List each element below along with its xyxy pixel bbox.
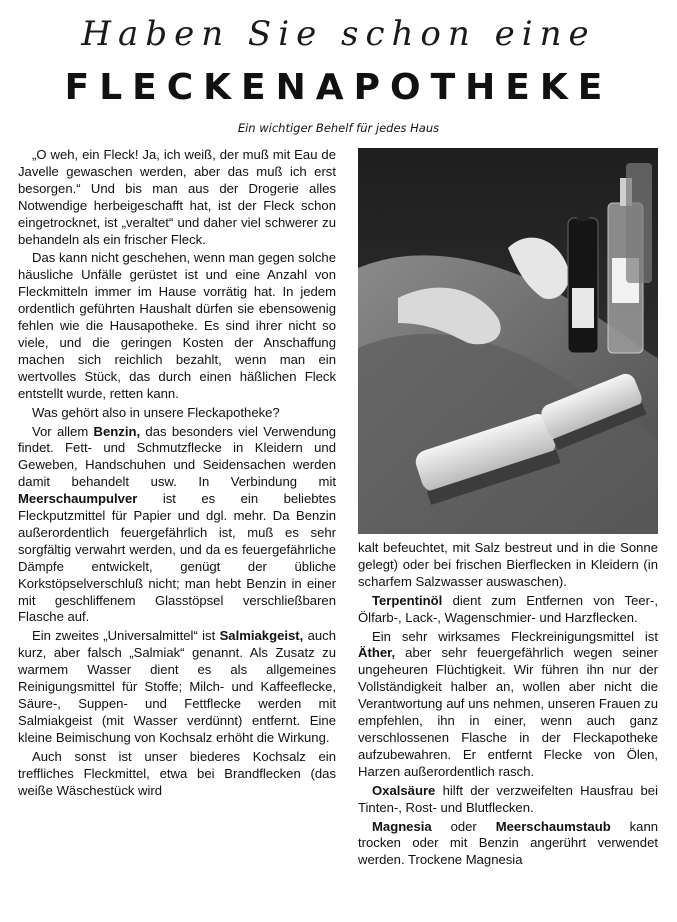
- left-column: [18, 147, 336, 801]
- photo-frame: [358, 148, 658, 534]
- keyword-oxalsaeure: Oxalsäure: [372, 782, 436, 798]
- kicker: Haben Sie schon eine: [81, 14, 596, 54]
- left-paragraph-3: Was gehört also in unsere Fleckapotheke?: [32, 404, 280, 420]
- keyword-salmiakgeist: Salmiakgeist,: [219, 628, 304, 644]
- right-paragraph-3: Ein sehr wirksames Fleckreinigungsmittel ist Äther, aber sehr feuergefährlich wegen seiner ungeheuren Flüchtigkeit. Wir führen ihn nur der Vollständigkeit halber an, wollen aber nicht die Verantwortung auf uns nehmen, unseren Frauen zu empfehlen, ihn in einer, wenn auch ganz verschlossenen Flasche in der Fleckapotheke aufzubewahren. Er entfernt Flecke von Ölen, Harzen außerordentlich rasch.: [358, 628, 658, 779]
- right-paragraph-1: kalt befeuchtet, mit Salz bestreut und in die Sonne gelegt) oder bei frischen Bierflecken in Kleidern (in scharfem Salzwasser auswaschen).: [358, 540, 658, 589]
- keyword-meerschaumstaub: Meerschaumstaub: [495, 818, 611, 834]
- subhead: Ein wichtiger Behelf für jedes Haus: [237, 121, 440, 135]
- keyword-benzin: Benzin,: [93, 423, 141, 439]
- left-paragraph-2: Das kann nicht geschehen, wenn man gegen solche häusliche Unfälle gerüstet ist und eine Anzahl von Fleckmitteln immer im Hause vorrätig hat. In jedem ordentlich geführten Haushalt dürfen sie ebensowenig fehlen wie die Hausapotheke. Es sind ihrer nicht so viele, und die geringen Kosten der Anschaffung machen sich reichlich bezahlt, wenn man ein wertvolles Stück, das durch einen häßlichen Fleck entstellt wurde, retten kann.: [18, 250, 336, 401]
- right-column: [358, 540, 658, 871]
- left-paragraph-5: Ein zweites „Universalmittel“ ist Salmiakgeist, auch kurz, aber falsch „Salmiak“ genannt. Als Zusatz zu warmem Wasser dient es als allgemeines Reinigungsmittel für Stoffe; Milch- und Kaffeeflecke, Säure-, Suppen- und Fettflecke werden mit Salmiakgeist (mit Wasser verdünnt) entfernt. Eine kleine Beimischung von Kochsalz erhöht die Wirkung.: [18, 628, 337, 745]
- photo-icon: [358, 148, 658, 534]
- right-paragraph-5: Magnesia oder Meerschaumstaub kann trocken oder mit Benzin angerührt verwendet werden. Trockene Magnesia: [358, 818, 659, 868]
- keyword-magnesia: Magnesia: [372, 818, 432, 834]
- left-paragraph-4: Vor allem Benzin, das besonders viel Verwendung findet. Fett- und Schmutzflecke in Kleidern und Geweben, Handschuhen und Seidensachen werden damit behandelt usw. In Verbindung mit Meerschaumpulver ist es ein beliebtes Fleckputzmittel für Papier und dgl. mehr. Da Benzin außerordentlich feuergefährlich ist, muß es sehr sorgfältig verwahrt werden, und da es feuergefährliche Dämpfe entwickelt, genügt der übliche Korkstöpselverschluß nicht; man hebt Benzin in einer mit geschliffenem Glasstöpsel verschließbaren Flasche auf.: [18, 423, 337, 625]
- right-paragraph-4: Oxalsäure hilft der verzweifelten Hausfrau bei Tinten-, Rost- und Blutflecken.: [358, 782, 658, 815]
- left-paragraph-1: „O weh, ein Fleck! Ja, ich weiß, der muß mit Eau de Javelle gewaschen werden, aber das muß ich erst besorgen.“ Und bis man aus der Drogerie alles Notwendige herbeigeschafft hat, ist der Fleck schon eingetrocknet, ist „veraltet“ und daher viel schwerer zu behandeln als ein frischer Fleck.: [18, 147, 336, 247]
- keyword-aether: Äther,: [358, 645, 396, 661]
- keyword-meerschaumpulver: Meerschaumpulver: [18, 491, 138, 507]
- keyword-terpentinoel: Terpentinöl: [372, 592, 443, 608]
- headline: FLECKENAPOTHEKE: [64, 67, 613, 108]
- left-paragraph-6: Auch sonst ist unser biederes Kochsalz ein treffliches Fleckmittel, etwa bei Brandflecken (das weiße Wäschestück wird: [18, 748, 336, 798]
- right-paragraph-2: Terpentinöl dient zum Entfernen von Teer-, Ölfarb-, Lack-, Wagenschmier- und Harzflecken.: [358, 592, 658, 625]
